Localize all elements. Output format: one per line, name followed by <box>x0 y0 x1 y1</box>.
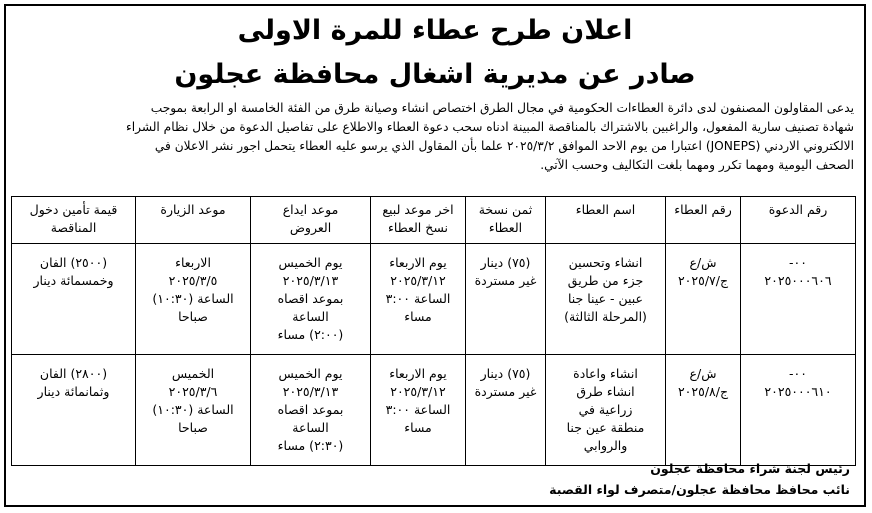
cell-submission-date: يوم الخميس ٢٠٢٥/٣/١٣ بموعد اقصاه الساعة (٢:٠٠) مساء <box>251 244 371 355</box>
cell-tender-number: ش/ع ج/٢٠٢٥/٨ <box>666 355 741 466</box>
cell-copy-price: (٧٥) دينار غير مستردة <box>466 244 546 355</box>
intro-paragraph <box>16 99 854 175</box>
cell-bid-bond: (٢٥٠٠) الفان وخمسمائة دينار <box>12 244 136 355</box>
cell-tender-name: انشاء واعادة انشاء طرق زراعية في منطقة عين جنا والروابي <box>546 355 666 466</box>
signature-line-1: رئيس لجنة شراء محافظة عجلون <box>650 461 850 476</box>
announcement-frame <box>4 4 866 507</box>
header-visit-date: موعد الزيارة <box>136 197 251 244</box>
cell-invitation-number: ٠٠- ٢٠٢٥٠٠٠٦٠٦ <box>741 244 856 355</box>
header-last-sale-date: اخر موعد لبيع نسخ العطاء <box>371 197 466 244</box>
cell-last-sale-date: يوم الاربعاء ٢٠٢٥/٣/١٢ الساعة ٣:٠٠ مساء <box>371 355 466 466</box>
intro-line: يدعى المقاولون المصنفون لدى دائرة العطاءات الحكومية في مجال الطرق اختصاص انشاء وصيانة طرق من الفئة الخامسة او الرابعة بموجب <box>150 101 854 115</box>
table-row <box>12 244 856 355</box>
table-header-row <box>12 197 856 244</box>
cell-last-sale-date: يوم الاربعاء ٢٠٢٥/٣/١٢ الساعة ٣:٠٠ مساء <box>371 244 466 355</box>
header-bid-bond: قيمة تأمين دخول المناقصة <box>12 197 136 244</box>
tender-table <box>11 196 856 466</box>
intro-line: الالكتروني الاردني (JONEPS) اعتبارا من يوم الاحد الموافق ٢٠٢٥/٣/٢ علما بأن المقاول الذي يرسو عليه العطاء يتحمل اجور نشر الاعلان في <box>154 139 854 153</box>
cell-visit-date: الاربعاء ٢٠٢٥/٣/٥ الساعة (١٠:٣٠) صباحا <box>136 244 251 355</box>
cell-tender-name: انشاء وتحسين جزء من طريق عبين - عينا جنا (المرحلة الثالثة) <box>546 244 666 355</box>
table-row <box>12 355 856 466</box>
cell-visit-date: الخميس ٢٠٢٥/٣/٦ الساعة (١٠:٣٠) صباحا <box>136 355 251 466</box>
announcement-subtitle: صادر عن مديرية اشغال محافظة عجلون <box>174 59 696 90</box>
signature-block <box>549 458 850 500</box>
announcement-title: اعلان طرح عطاء للمرة الاولى <box>237 15 633 46</box>
cell-copy-price: (٧٥) دينار غير مستردة <box>466 355 546 466</box>
cell-invitation-number: ٠٠- ٢٠٢٥٠٠٠٦١٠ <box>741 355 856 466</box>
cell-bid-bond: (٢٨٠٠) الفان وثمانمائة دينار <box>12 355 136 466</box>
intro-line: الصحف اليومية ومهما تكرر ومهما بلغت التكاليف وحسب الآتي. <box>540 158 854 172</box>
header-tender-name: اسم العطاء <box>546 197 666 244</box>
signature-line-2: نائب محافظ محافظة عجلون/متصرف لواء القصبة <box>549 482 850 497</box>
header-copy-price: ثمن نسخة العطاء <box>466 197 546 244</box>
header-submission-date: موعد ايداع العروض <box>251 197 371 244</box>
cell-tender-number: ش/ع ج/٢٠٢٥/٧ <box>666 244 741 355</box>
cell-submission-date: يوم الخميس ٢٠٢٥/٣/١٣ بموعد اقصاه الساعة (٢:٣٠) مساء <box>251 355 371 466</box>
header-invitation-number: رقم الدعوة <box>741 197 856 244</box>
intro-line: شهادة تصنيف سارية المفعول، والراغبين بالاشتراك بالمناقصة المبينة ادناه سحب دعوة العطاء والاطلاع على تفاصيل الدعوة من خلال نظام الشراء <box>126 120 854 134</box>
header-tender-number: رقم العطاء <box>666 197 741 244</box>
